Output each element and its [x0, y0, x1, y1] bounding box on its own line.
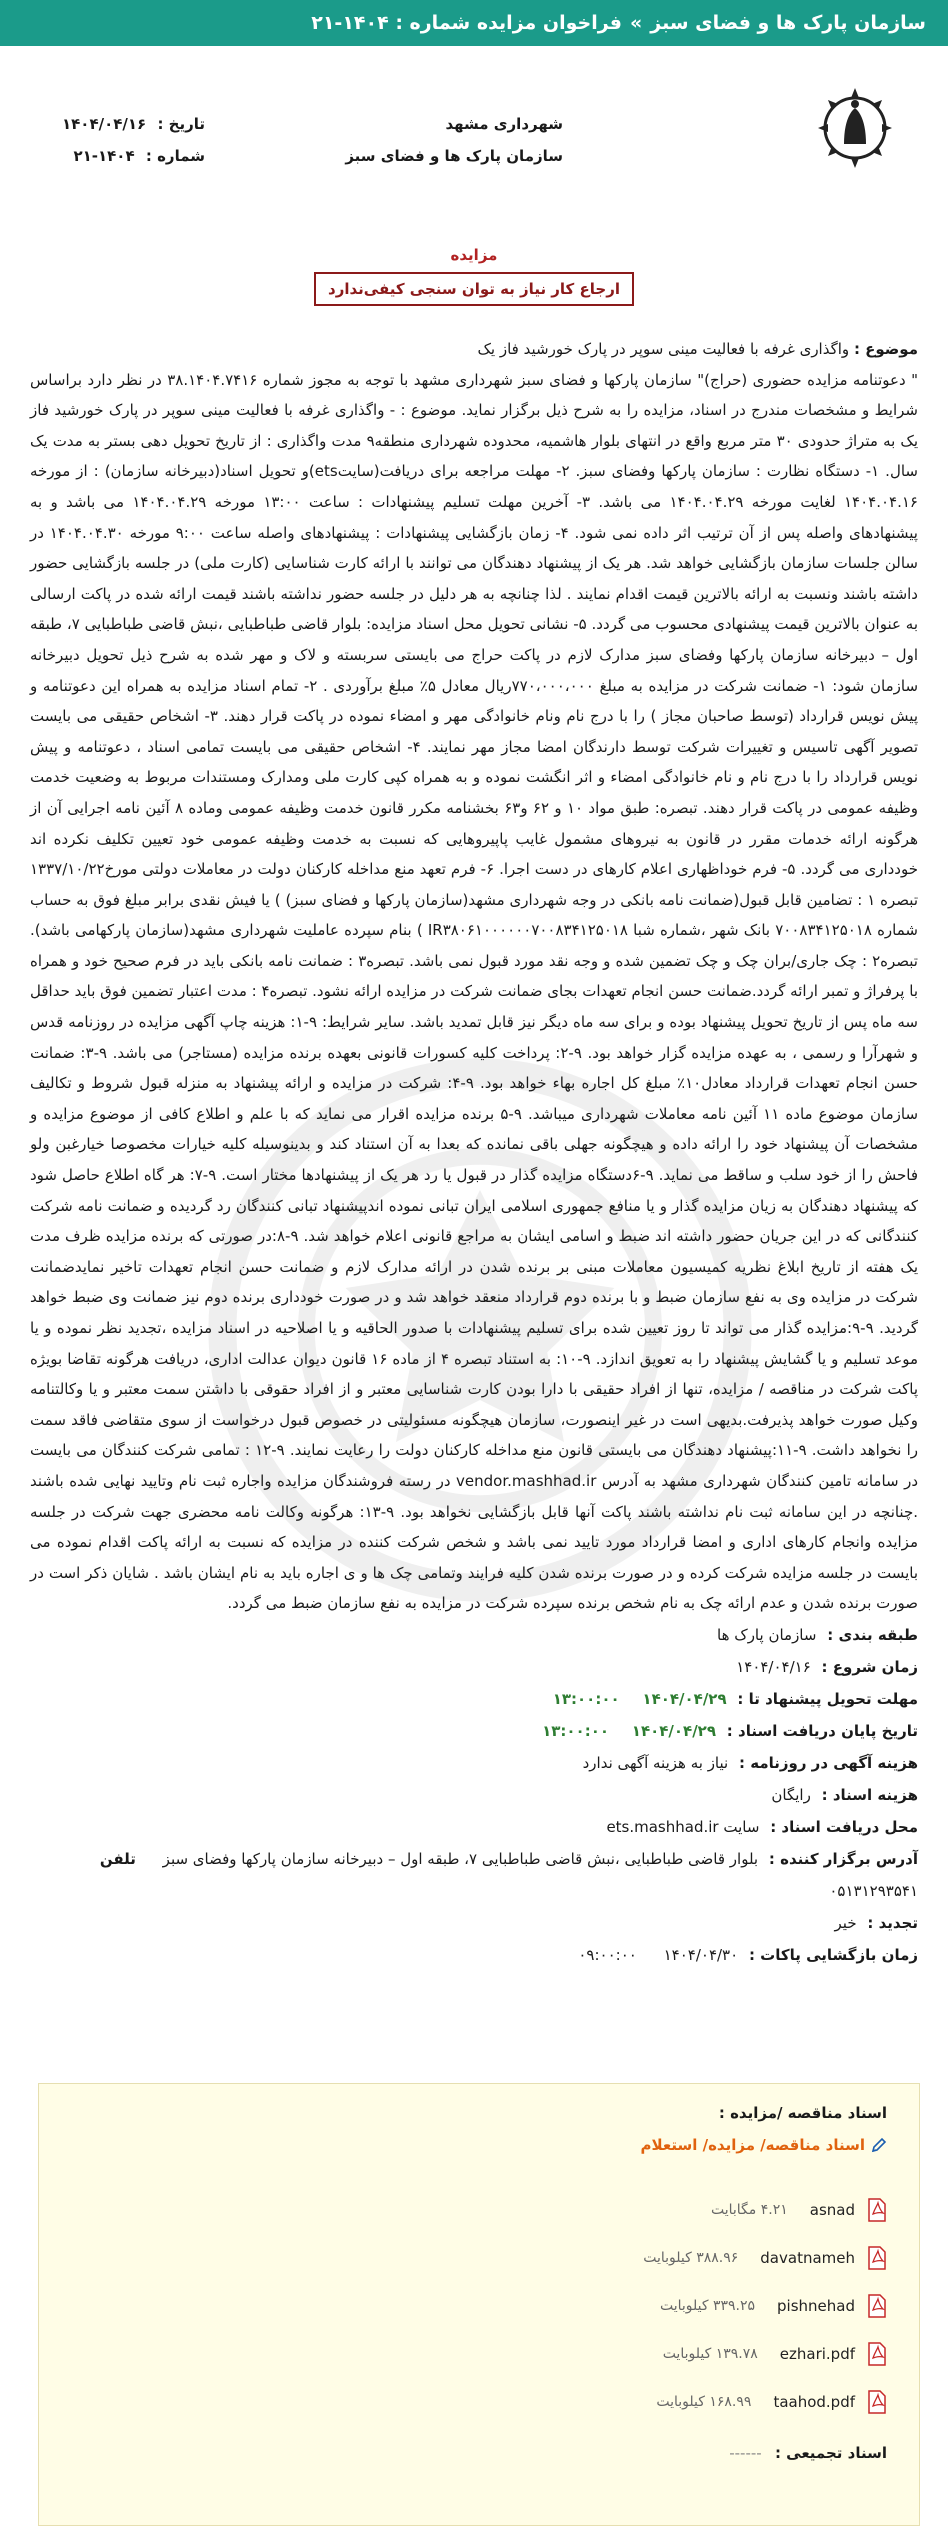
phone-value: ۰۵۱۳۱۲۹۳۵۴۱ [829, 1881, 918, 1900]
number-value: ۱۴۰۴-۲۱ [73, 147, 135, 165]
pdf-file-icon [867, 2294, 887, 2318]
file-name[interactable]: pishnehad [777, 2297, 855, 2315]
info-renewal [30, 1907, 918, 1939]
ad-cost-value: نیاز به هزینه آگهی ندارد [582, 1753, 729, 1772]
renewal-value: خیر [834, 1913, 857, 1932]
organization-block [345, 108, 563, 172]
breadcrumb-org[interactable]: سازمان پارک ها و فضای سبز [650, 12, 926, 34]
subject-label: موضوع : [853, 340, 918, 358]
documents-link[interactable] [71, 2136, 887, 2154]
info-doc-cost [30, 1779, 918, 1811]
info-address [30, 1843, 918, 1875]
info-location [30, 1811, 918, 1843]
file-size: ۱۶۸.۹۹ کیلوبایت [656, 2394, 752, 2410]
file-size: ۱۳۹.۷۸ کیلوبایت [662, 2346, 758, 2362]
phone-label: تلفن [99, 1849, 136, 1868]
pencil-icon [871, 2137, 887, 2153]
start-label: زمان شروع : [821, 1657, 918, 1676]
location-label: محل دریافت اسناد : [770, 1817, 918, 1836]
pdf-file-icon [867, 2390, 887, 2414]
info-start [30, 1651, 918, 1683]
notice-body [0, 334, 948, 1619]
pdf-file-icon [867, 2246, 887, 2270]
header-bar [0, 0, 948, 46]
collective-documents [71, 2444, 887, 2462]
notice-type: مزایده [450, 246, 498, 264]
notice-subtitle-box: ارجاع کار نیاز به توان سنجی کیفی‌ندارد [314, 272, 634, 306]
file-name[interactable]: ezhari.pdf [779, 2345, 855, 2363]
info-ad-cost [30, 1747, 918, 1779]
documents-box [38, 2083, 920, 2526]
start-value: ۱۴۰۴/۰۴/۱۶ [736, 1657, 811, 1676]
renewal-label: تجدید : [867, 1913, 918, 1932]
file-list [71, 2186, 887, 2426]
breadcrumb-call: فراخوان مزایده شماره : ۱۴۰۴-۲۱ [311, 12, 623, 34]
receive-date: ۱۴۰۴/۰۴/۲۹ [631, 1721, 716, 1740]
number-row [62, 140, 205, 172]
info-phone [30, 1875, 918, 1907]
location-prefix: سایت [723, 1817, 760, 1836]
deadline-date: ۱۴۰۴/۰۴/۲۹ [642, 1689, 727, 1708]
info-deadline [30, 1683, 918, 1715]
file-row[interactable] [71, 2186, 887, 2234]
letter-meta [62, 108, 205, 172]
receive-label: تاریخ پایان دریافت اسناد : [726, 1721, 918, 1740]
file-name[interactable]: davatnameh [760, 2249, 855, 2267]
doc-cost-value: رایگان [771, 1785, 811, 1804]
date-row [62, 108, 205, 140]
file-row[interactable] [71, 2378, 887, 2426]
breadcrumb-separator: » [630, 12, 643, 34]
info-list [0, 1619, 948, 1971]
opening-date: ۱۴۰۴/۰۴/۳۰ [663, 1945, 739, 1964]
pdf-file-icon [867, 2342, 887, 2366]
file-row[interactable] [71, 2282, 887, 2330]
location-site-link[interactable]: ets.mashhad.ir [606, 1817, 719, 1836]
file-row[interactable] [71, 2330, 887, 2378]
file-name[interactable]: taahod.pdf [773, 2393, 855, 2411]
address-value: بلوار قاضی طباطبایی ،نبش قاضی طباطبایی ۷، طبقه اول – دبیرخانه سازمان پارکها وفضای سبز [162, 1849, 759, 1868]
file-size: ۳۳۹.۲۵ کیلوبایت [659, 2298, 756, 2314]
date-label: تاریخ : [157, 115, 206, 133]
notice-title [0, 246, 948, 306]
deadline-label: مهلت تحویل پیشنهاد تا : [737, 1689, 918, 1708]
info-receive-end [30, 1715, 918, 1747]
file-size: ۴.۲۱ مگابایت [710, 2202, 788, 2218]
opening-label: زمان بازگشایی پاکات : [748, 1945, 918, 1964]
organization-name: سازمان پارک ها و فضای سبز [345, 147, 563, 165]
doc-cost-label: هزینه اسناد : [821, 1785, 918, 1804]
info-opening [30, 1939, 918, 1971]
municipality-logo-icon [814, 82, 896, 174]
file-name[interactable]: asnad [809, 2201, 855, 2219]
body-paragraph: " دعوتنامه مزایده حضوری (حراج)" سازمان پارکها و فضای سبز شهرداری مشهد با توجه به مجوز شماره ۳۸.۱۴۰۴.۷۴۱۶ در نظر دارد براساس شرایط و مشخصات مندرج در اسناد، مزایده را به شرح ذیل برگزار نماید. موضوع : - واگذاری غرفه با فعالیت مینی سوپر در پارک خورشید فاز یک به متراژ حدودی ۳۰ متر مربع واقع در انتهای بلوار هاشمیه، محدوده شهرداری منطقه۹ مدت واگذاری : از تاریخ تحویل دهی بستر به مدت یک سال. ۱- دستگاه نظارت : سازمان پارکها وفضای سبز. ۲- مهلت مراجعه برای دریافت(سایتets)و تحویل اسناد(دبیرخانه سازمان) : از مورخه ۱۴۰۴.۰۴.۱۶ لغایت مورخه ۱۴۰۴.۰۴.۲۹ می باشد. ۳- آخرین مهلت تسلیم پیشنهادات : ساعت ۱۳:۰۰ مورخه ۱۴۰۴.۰۴.۲۹ می باشد و به پیشنهادهای واصله پس از آن ترتیب اثر داده نمی شود. ۴- زمان بازگشایی پیشنهادات : پیشنهادهای واصله ساعت ۹:۰۰ مورخه ۱۴۰۴.۰۴.۳۰ در سالن جلسات سازمان بازگشایی خواهد شد. هر یک از پیشنهاد دهندگان می توانند با ارائه کارت شناسایی (کارت ملی) در جلسه بازگشایی حضور داشته باشند ونسبت به ارائه بالاترین قیمت اقدام نمایند . لذا چنانچه به هر دلیل در جلسه حضور نداشته باشند قیمت ارائه شده در پاکت ارسالی به عنوان بالاترین قیمت پیشنهادی محسوب می گردد. ۵- نشانی تحویل محل اسناد مزایده: بلوار قاضی طباطبایی ،نبش قاضی طباطبایی ۷، طبقه اول – دبیرخانه سازمان پارکها وفضای سبز مدارک لازم در پاکت حراج می بایستی سربسته و لاک و مهر شده به شرح ذیل تحویل دبیرخانه سازمان شود: ۱- ضمانت شرکت در مزایده به مبلغ ۷۷۰،۰۰۰،۰۰۰ریال معادل ۵٪ مبلغ برآوردی . ۲- تمام اسناد مزایده به همراه این دعوتنامه و پیش نویس قرارداد (توسط صاحبان مجاز ) را با درج نام ونام خانوادگی مهر و امضاء نموده در پاکت قرار دهند. ۳- اشخاص حقیقی می بایست تصویر آگهی تاسیس و تغییرات شرکت توسط دارندگان امضا مجاز مهر نمایند. ۴- اشخاص حقیقی می بایست تمامی اسناد ، دعوتنامه و پیش نویس قرارداد را با درج نام و نام خانوادگی امضاء و اثر انگشت نموده و به همراه کپی کارت ملی ومدارک ومستندات مربوط به وضعیت خدمت وظیفه عمومی در پاکت قرار دهند. تبصره: طبق مواد ۱۰ و ۶۲ و۶۳ بخشنامه مکرر قانون خدمت وظیفه عمومی وماده ۸ آئین نامه اجرایی آن از هرگونه ارائه خدمات مقرر در قانون به نیروهای مشمول غایب پاپیروهایی که نسبت به خدمت وظیفه عمومی خود تعیین تکلیف نکرده اند خودداری می گردد. ۵- فرم خوداظهاری اعلام کارهای در دست اجرا. ۶- فرم تعهد منع مداخله کارکنان دولت در معاملات دولتی مورخ۱۳۳۷/۱۰/۲۲ تبصره ۱ : تضامین قابل قبول(ضمانت نامه بانکی در وجه شهرداری مشهد(سازمان پارکها و فضای سبز) ) یا فیش نقدی برابر مبلغ فوق به حساب شماره ۷۰۰۸۳۴۱۲۵۰۱۸ بانک شهر ،شماره شبا IR۳۸۰۶۱۰۰۰۰۰۰۷۰۰۸۳۴۱۲۵۰۱۸ ) بنام سپرده عاملیت شهرداری مشهد(سازمان پارکهامی باشد). تبصره۲ : چک جاری/بران چک و چک تضمین شده و وجه نقد مورد قبول نمی باشد. تبصره۳ : ضمانت نامه بانکی باید در فرم صحیح خود و همراه با پرفراژ و تمبر ارائه گردد.ضمانت حسن انجام تعهدات بجای ضمانت شرکت در مزایده ارائه نشود. تبصره۴ : مدت اعتبار تضمین فوق باید حداقل سه ماه پس از تاریخ تحویل پیشنهاد بوده و برای سه ماه دیگر نیز قابل تمدید باشد. سایر شرایط: ۹-۱: هزینه چاپ آگهی مزایده در روزنامه قدس و شهرآرا و رسمی ، به عهده مزایده گزار خواهد بود. ۹-۲: پرداخت کلیه کسورات قانونی بعهده برنده مزایده (مستاجر) می باشد. ۹-۳: ضمانت حسن انجام تعهدات قرارداد معادل۱۰٪ مبلغ کل اجاره بهاء خواهد بود. ۹-۴: شرکت در مزایده و ارائه پیشنهاد به منزله قبول شروط و تکالیف سازمان موضوع ماده ۱۱ آئین نامه معاملات شهرداری میباشد. ۹-۵ برنده مزایده اقرار می نماید که با علم و اطلاع کافی از موضوع مزایده و مشخصات آن پیشنهاد خود را ارائه داده و هیچگونه جهلی باقی نمانده که بعدا به آن استناد کند و بدینوسیله کلیه خیارات مخصوصا خیارغبن ولو فاحش را از خود سلب و ساقط می نماید. ۹-۶دستگاه مزایده گذار در قبول یا رد هر یک از پیشنهادها مختار است. ۹-۷: هر گاه اطلاع حاصل شود که پیشنهاد دهندگان به زیان مزایده گذار و یا منافع جمهوری اسلامی ایران تبانی نموده اندپیشنهاد تبانی کنندگان رد گردیده و ضمانت نامه شرکت کنندگانی که در این جریان حضور داشته اند ضبط و اسامی ایشان به مراجع قانونی اعلام خواهد شد. ۹-۸:در صورتی که برنده مزایده ظرف مدت یک هفته از تاریخ ابلاغ نظریه کمیسیون معاملات مبنی بر برنده شدن در ارائه مدارک لازم و ضمانت حسن انجام تعهدات تاخیر نمایدضمانت شرکت در مزایده وی به نفع سازمان ضبط و با برنده دوم قرارداد منعقد خواهد شد و در صورت خودداری برنده دوم نیز ضمانت وی ضبط خواهد گردید. ۹-۹:مزایده گذار می تواند تا روز تعیین شده برای تسلیم پیشنهادات با صدور الحاقیه و یا اصلاحیه در اسناد مزایده ،تجدید نظر نموده و یا موعد تسلیم و یا گشایش پیشنهاد را به تعویق اندازد. ۹-۱۰: به استناد تبصره ۴ از ماده ۱۶ قانون دیوان عدالت اداری، دریافت هرگونه تقاضا بویژه پاکت شرکت در مناقصه / مزایده، تنها از افراد حقیقی با دارا بودن کارت شناسایی معتبر و از افراد حقوقی با داشتن سمت معتبر و یا وکالتنامه وکیل صورت خواهد پذیرفت.بدیهی است در غیر اینصورت، سازمان هیچگونه مسئولیتی در خصوص قبول درخواست از سوی متقاضی فاقد سمت را نخواهد داشت. ۹-۱۱:پیشنهاد دهندگان می بایستی قانون منع مداخله کارکنان دولت را رعایت نمایند. ۹-۱۲ : تمامی شرکت کنندگان می بایست در سامانه تامین کنندگان شهرداری مشهد به آدرس vendor.mashhad.ir در رسته فروشندگان مزایده واجاره ثبت نام وتایید نهایی شده باشند .چنانچه در این سامانه ثبت نام نداشته باشند پاکت آنها قابل بازگشایی نخواهد بود. ۹-۱۳: هرگونه وکالت نامه محضری جهت شرکت در جلسه مزایده وانجام کارهای اداری و امضا قرارداد مورد تایید نمی باشد و شخص شرکت کننده در مزایده که نسبت به ارائه پاکت اقدام نموده می بایست در جلسه مزایده شرکت کرده و در صورت برنده شدن کلیه فرایند وتمامی چک ها و ی اجاره باید به نام ایشان باشد . شایان ذکر است در صورت برنده شدن و عدم ارائه چک به نام شخص برنده سپرده شرکت در مزایده به نفع سازمان ضبط می گردد. [30, 370, 919, 1613]
documents-title: اسناد مناقصه /مزایده : [718, 2104, 887, 2122]
collective-label: اسناد تجمیعی : [774, 2444, 887, 2462]
collective-value: ------ [729, 2444, 762, 2462]
documents-link-label[interactable]: اسناد مناقصه/ مزایده/ استعلام [640, 2136, 865, 2154]
deadline-time: ۱۳:۰۰:۰۰ [552, 1689, 620, 1708]
file-row[interactable] [71, 2234, 887, 2282]
ad-cost-label: هزینه آگهی در روزنامه : [739, 1753, 918, 1772]
opening-time: ۰۹:۰۰:۰۰ [578, 1945, 637, 1964]
info-category [30, 1619, 918, 1651]
file-size: ۳۸۸.۹۶ کیلوبایت [643, 2250, 739, 2266]
category-value: سازمان پارک ها [717, 1625, 817, 1644]
municipality-name: شهرداری مشهد [445, 115, 563, 133]
subject-value: واگذاری غرفه با فعالیت مینی سوپر در پارک خورشید فاز یک [477, 340, 850, 358]
pdf-file-icon [867, 2198, 887, 2222]
receive-time: ۱۳:۰۰:۰۰ [542, 1721, 610, 1740]
address-label: آدرس برگزار کننده : [768, 1849, 918, 1868]
date-value: ۱۴۰۴/۰۴/۱۶ [62, 115, 147, 133]
subject-line [30, 334, 918, 365]
category-label: طبقه بندی : [827, 1625, 918, 1644]
letterhead [0, 46, 948, 196]
number-label: شماره : [145, 147, 206, 165]
